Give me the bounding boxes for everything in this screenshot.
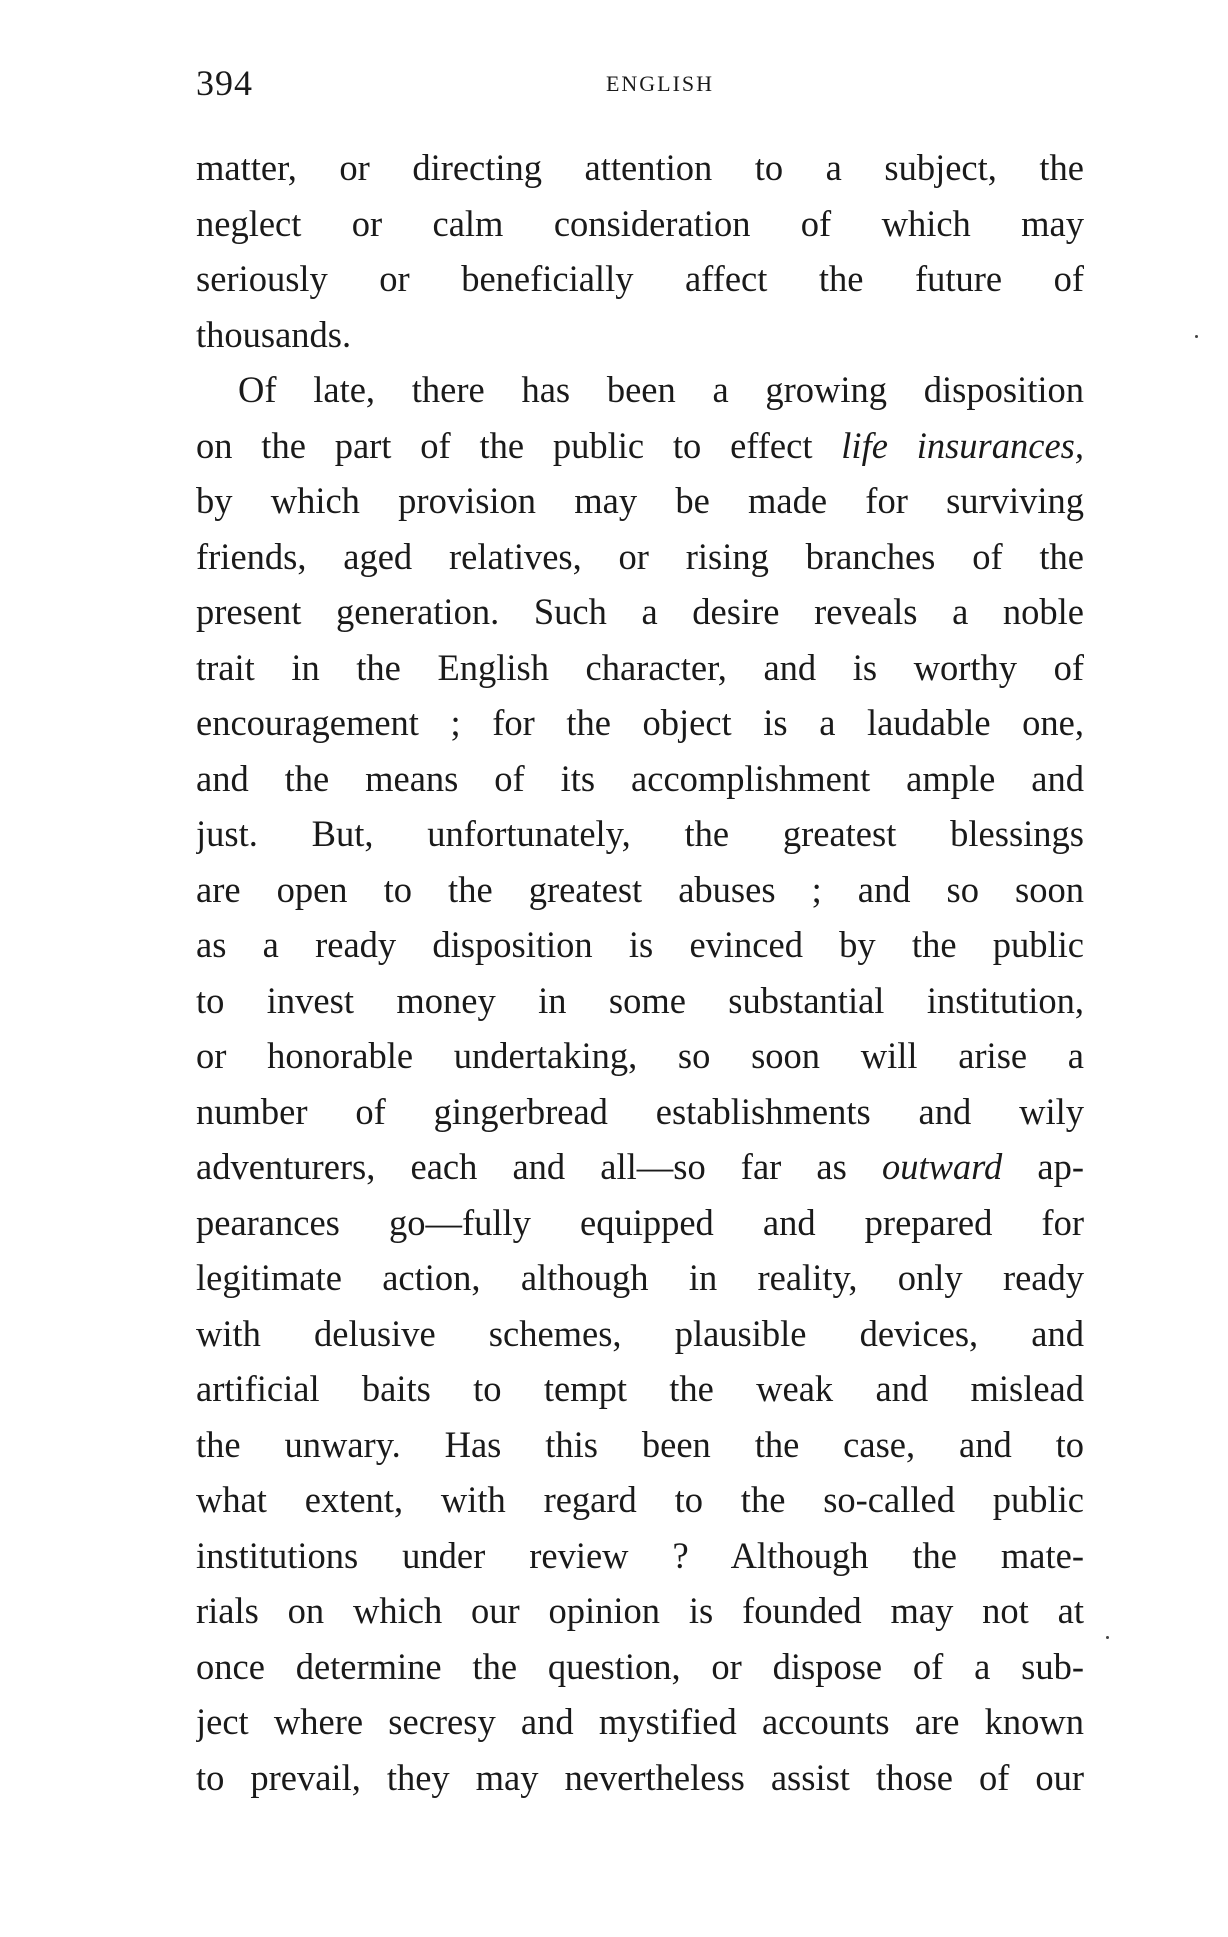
text-segment: neglect or calm consideration of which may [196, 202, 1084, 244]
text-line [196, 917, 1084, 973]
text-segment: trait in the English character, and is worthy of [196, 646, 1084, 688]
text-segment: institutions under review ? Although the mate- [196, 1534, 1084, 1576]
text-segment: or honorable undertaking, so soon will arise a [196, 1035, 1084, 1076]
body-text [196, 140, 1084, 1805]
text-segment: ject where secresy and mystified accounts are known [196, 1701, 1084, 1742]
text-line [196, 1694, 1084, 1750]
text-segment: thousands. [196, 313, 352, 355]
text-line [196, 1417, 1084, 1473]
text-line [196, 806, 1084, 862]
text-segment: as a ready disposition is evinced by the public [196, 924, 1084, 965]
text-line [196, 1084, 1084, 1140]
text-line [196, 862, 1084, 918]
text-line [196, 1195, 1084, 1251]
text-segment: artificial baits to tempt the weak and mislead [196, 1368, 1084, 1409]
text-segment: what extent, with regard to the so-called public [196, 1479, 1084, 1520]
text-line [196, 1139, 1084, 1195]
text-line [196, 584, 1084, 640]
text-segment: ap- [1002, 1146, 1084, 1187]
text-line [196, 196, 1084, 252]
text-line [196, 695, 1084, 751]
text-line [196, 1250, 1084, 1306]
text-line [196, 140, 1084, 196]
text-segment: and the means of its accomplishment ample and [196, 757, 1084, 799]
text-segment: are open to the greatest abuses ; and so soon [196, 868, 1084, 910]
text-line [196, 1528, 1084, 1584]
text-segment: Of late, there has been a growing disposition [238, 369, 1084, 410]
text-segment: number of gingerbread establishments and wily [196, 1090, 1084, 1132]
text-line [196, 418, 1084, 474]
text-segment: friends, aged relatives, or rising branches of the [196, 535, 1084, 577]
text-line [196, 751, 1084, 807]
text-segment: the unwary. Has this been the case, and to [196, 1423, 1084, 1465]
running-head [196, 58, 1084, 108]
text-line [196, 307, 1084, 363]
text-segment: rials on which our opinion is founded may not at [196, 1590, 1084, 1631]
margin-speck [1106, 1636, 1109, 1639]
text-segment: on the part of the public to effect [196, 424, 842, 466]
text-line [196, 1306, 1084, 1362]
text-segment: adventurers, each and all—so far as [196, 1146, 882, 1187]
text-line [196, 251, 1084, 307]
text-line [196, 529, 1084, 585]
text-line [196, 640, 1084, 696]
text-segment: pearances go—fully equipped and prepared for [196, 1201, 1084, 1243]
page-number: 394 [196, 63, 253, 103]
text-segment: present generation. Such a desire reveals a noble [196, 591, 1084, 632]
text-segment: legitimate action, although in reality, only ready [196, 1257, 1084, 1298]
text-line [196, 362, 1084, 418]
text-line [196, 1639, 1084, 1695]
text-segment: with delusive schemes, plausible devices, and [196, 1312, 1084, 1354]
italic-text: outward [881, 1146, 1003, 1187]
margin-speck [1195, 335, 1198, 338]
text-line [196, 473, 1084, 529]
text-segment: by which provision may be made for surviving [196, 480, 1084, 521]
text-segment: matter, or directing attention to a subject, the [196, 147, 1084, 188]
text-segment: seriously or beneficially affect the future of [196, 258, 1084, 299]
text-line [196, 1361, 1084, 1417]
running-head-title: ENGLISH [605, 71, 715, 96]
text-line [196, 1750, 1084, 1806]
text-segment: to prevail, they may nevertheless assist those of our [196, 1756, 1084, 1798]
text-segment: to invest money in some substantial institution, [196, 979, 1084, 1021]
text-line [196, 1472, 1084, 1528]
text-line [196, 1583, 1084, 1639]
text-line [196, 973, 1084, 1029]
text-line [196, 1028, 1084, 1084]
italic-text: life insurances, [841, 424, 1084, 466]
text-segment: encouragement ; for the object is a laudable one, [196, 702, 1084, 743]
text-segment: just. But, unfortunately, the greatest blessings [196, 813, 1084, 854]
text-segment: once determine the question, or dispose of a sub- [196, 1645, 1084, 1687]
